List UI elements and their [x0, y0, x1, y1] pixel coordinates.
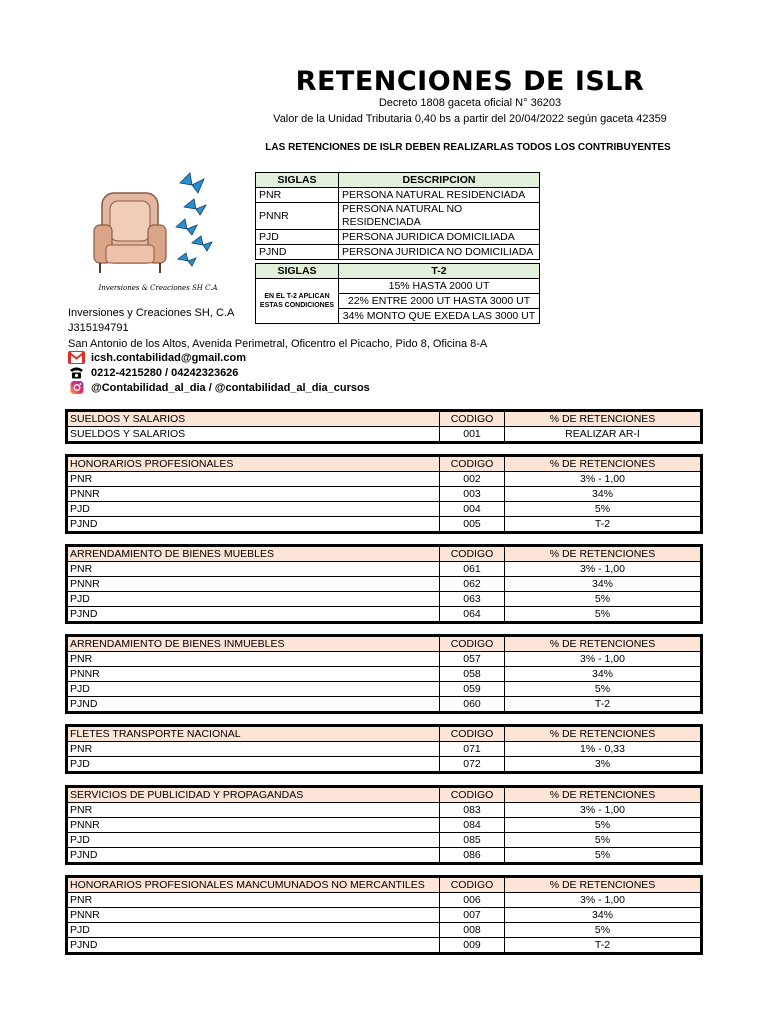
section-arrendamiento-muebles: [65, 544, 703, 624]
codigo-header: CODIGO: [440, 412, 505, 427]
company-logo: [92, 165, 222, 300]
type-cell: PJND: [68, 848, 440, 863]
type-cell: SUELDOS Y SALARIOS: [68, 427, 440, 442]
type-cell: PNR: [68, 803, 440, 818]
code-cell: 083: [440, 803, 505, 818]
pct-cell: 3%: [505, 757, 701, 772]
table-row: [68, 742, 701, 757]
pct-cell: 34%: [505, 908, 701, 923]
code-cell: 064: [440, 607, 505, 622]
code-cell: 059: [440, 682, 505, 697]
type-cell: PNNR: [68, 908, 440, 923]
pct-cell: REALIZAR AR-I: [505, 427, 701, 442]
table-row: [68, 757, 701, 772]
logo-caption: Inversiones & Creaciones SH C.A: [98, 284, 218, 292]
retencion-header: % DE RETENCIONES: [505, 878, 701, 893]
code-cell: 007: [440, 908, 505, 923]
retencion-header: % DE RETENCIONES: [505, 637, 701, 652]
section-arrendamiento-inmuebles: [65, 634, 703, 714]
retencion-header: % DE RETENCIONES: [505, 457, 701, 472]
section-header-row: [68, 547, 701, 562]
pct-cell: 3% - 1,00: [505, 472, 701, 487]
t2-header: T-2: [339, 264, 540, 279]
company-name: Inversiones y Creaciones SH, C.A: [68, 307, 235, 319]
table-row: [256, 230, 540, 245]
section-title: HONORARIOS PROFESIONALES MANCUMUNADOS NO MERCANTILES: [68, 878, 440, 893]
pct-cell: 34%: [505, 487, 701, 502]
pct-cell: 34%: [505, 667, 701, 682]
type-cell: PNNR: [68, 487, 440, 502]
t2-condition-cell: 15% HASTA 2000 UT: [339, 279, 540, 294]
pct-cell: T-2: [505, 697, 701, 712]
siglas-header: SIGLAS: [256, 264, 339, 279]
section-publicidad: [65, 785, 703, 865]
type-cell: PJD: [68, 757, 440, 772]
sigla-cell: PNR: [256, 188, 339, 203]
section-header-row: [68, 457, 701, 472]
t2-table: [255, 263, 540, 324]
codigo-header: CODIGO: [440, 727, 505, 742]
code-cell: 060: [440, 697, 505, 712]
pct-cell: T-2: [505, 938, 701, 953]
table-row: [256, 188, 540, 203]
pct-cell: 3% - 1,00: [505, 652, 701, 667]
description-cell: PERSONA JURIDICA DOMICILIADA: [339, 230, 540, 245]
type-cell: PJD: [68, 923, 440, 938]
t2-condition-cell: 22% ENTRE 2000 UT HASTA 3000 UT: [339, 294, 540, 309]
instagram-text[interactable]: @Contabilidad_al_dia / @contabilidad_al_dia_cursos: [91, 381, 370, 394]
type-cell: PNNR: [68, 818, 440, 833]
type-cell: PJD: [68, 833, 440, 848]
ut-value-line: Valor de la Unidad Tributaria 0,40 bs a partir del 20/04/2022 según gaceta 42359: [273, 113, 667, 125]
table-row: [68, 562, 701, 577]
table-row: [68, 938, 701, 953]
description-cell: PERSONA NATURAL NO RESIDENCIADA: [339, 203, 540, 230]
codigo-header: CODIGO: [440, 878, 505, 893]
table-row: [68, 487, 701, 502]
section-title: SUELDOS Y SALARIOS: [68, 412, 440, 427]
instagram-icon: [68, 381, 85, 394]
code-cell: 061: [440, 562, 505, 577]
phone-text[interactable]: 0212-4215280 / 04242323626: [91, 366, 239, 379]
code-cell: 071: [440, 742, 505, 757]
code-cell: 072: [440, 757, 505, 772]
table-row: [68, 803, 701, 818]
type-cell: PNNR: [68, 667, 440, 682]
code-cell: 063: [440, 592, 505, 607]
type-cell: PJND: [68, 938, 440, 953]
table-row: [68, 682, 701, 697]
type-cell: PJND: [68, 517, 440, 532]
section-header-row: [68, 788, 701, 803]
pct-cell: 5%: [505, 682, 701, 697]
table-row: [68, 667, 701, 682]
phone-icon: [68, 366, 85, 379]
code-cell: 084: [440, 818, 505, 833]
table-row: [68, 848, 701, 863]
email-text[interactable]: icsh.contabilidad@gmail.com: [91, 351, 246, 364]
butterfly-icon: [176, 173, 212, 266]
pct-cell: 1% - 0,33: [505, 742, 701, 757]
descripcion-header: DESCRIPCION: [339, 173, 540, 188]
sigla-cell: PNNR: [256, 203, 339, 230]
section-honorarios-mancomunados: [65, 875, 703, 955]
table-row: [68, 818, 701, 833]
table-row: [68, 697, 701, 712]
type-cell: PJD: [68, 592, 440, 607]
code-cell: 008: [440, 923, 505, 938]
section-title: FLETES TRANSPORTE NACIONAL: [68, 727, 440, 742]
section-header-row: [68, 727, 701, 742]
type-cell: PNR: [68, 652, 440, 667]
table-row: [68, 607, 701, 622]
table-row: [68, 427, 701, 442]
code-cell: 085: [440, 833, 505, 848]
pct-cell: 3% - 1,00: [505, 562, 701, 577]
code-cell: 003: [440, 487, 505, 502]
codigo-header: CODIGO: [440, 457, 505, 472]
table-row: [68, 517, 701, 532]
section-title: HONORARIOS PROFESIONALES: [68, 457, 440, 472]
table-row: [68, 908, 701, 923]
section-title: SERVICIOS DE PUBLICIDAD Y PROPAGANDAS: [68, 788, 440, 803]
code-cell: 009: [440, 938, 505, 953]
codigo-header: CODIGO: [440, 788, 505, 803]
table-row: [256, 203, 540, 230]
type-cell: PNR: [68, 562, 440, 577]
description-cell: PERSONA JURIDICA NO DOMICILIADA: [339, 245, 540, 260]
retencion-header: % DE RETENCIONES: [505, 547, 701, 562]
section-title: ARRENDAMIENTO DE BIENES MUEBLES: [68, 547, 440, 562]
table-row: [68, 652, 701, 667]
email-line: [68, 351, 246, 364]
page-title: RETENCIONES DE ISLR: [295, 66, 645, 97]
code-cell: 057: [440, 652, 505, 667]
code-cell: 004: [440, 502, 505, 517]
company-rif: J315194791: [68, 322, 129, 334]
notice-line: LAS RETENCIONES DE ISLR DEBEN REALIZARLAS TODOS LOS CONTRIBUYENTES: [265, 142, 671, 153]
codigo-header: CODIGO: [440, 547, 505, 562]
section-header-row: [68, 637, 701, 652]
phone-line: [68, 366, 238, 379]
pct-cell: 5%: [505, 502, 701, 517]
sigla-cell: PJND: [256, 245, 339, 260]
table-row: [68, 893, 701, 908]
type-cell: PNR: [68, 472, 440, 487]
type-cell: PNR: [68, 742, 440, 757]
type-cell: PNR: [68, 893, 440, 908]
pct-cell: 5%: [505, 818, 701, 833]
t2-condition-cell: 34% MONTO QUE EXEDA LAS 3000 UT: [339, 309, 540, 324]
pct-cell: 5%: [505, 833, 701, 848]
instagram-line: [68, 381, 370, 394]
table-row: [68, 923, 701, 938]
section-sueldos: [65, 409, 703, 444]
table-row: [256, 245, 540, 260]
type-cell: PNNR: [68, 577, 440, 592]
table-row: [256, 279, 540, 294]
gmail-icon: [68, 351, 85, 364]
section-honorarios: [65, 454, 703, 534]
siglas-table: [255, 172, 540, 260]
pct-cell: 5%: [505, 592, 701, 607]
type-cell: PJND: [68, 607, 440, 622]
code-cell: 006: [440, 893, 505, 908]
table-row: [68, 833, 701, 848]
code-cell: 058: [440, 667, 505, 682]
siglas-header: SIGLAS: [256, 173, 339, 188]
section-header-row: [68, 412, 701, 427]
t2-condition-label: EN EL T-2 APLICAN ESTAS CONDICIONES: [256, 279, 339, 324]
table-row: [68, 472, 701, 487]
type-cell: PJND: [68, 697, 440, 712]
pct-cell: 34%: [505, 577, 701, 592]
pct-cell: T-2: [505, 517, 701, 532]
pct-cell: 5%: [505, 607, 701, 622]
retencion-header: % DE RETENCIONES: [505, 727, 701, 742]
pct-cell: 3% - 1,00: [505, 803, 701, 818]
company-address: San Antonio de los Altos, Avenida Perimetral, Oficentro el Picacho, Pido 8, Oficina 8-A: [68, 338, 488, 350]
table-row: [68, 502, 701, 517]
section-title: ARRENDAMIENTO DE BIENES INMUEBLES: [68, 637, 440, 652]
pct-cell: 5%: [505, 923, 701, 938]
code-cell: 086: [440, 848, 505, 863]
code-cell: 002: [440, 472, 505, 487]
retencion-header: % DE RETENCIONES: [505, 788, 701, 803]
pct-cell: 5%: [505, 848, 701, 863]
decree-line: Decreto 1808 gaceta oficial N° 36203: [378, 97, 562, 109]
description-cell: PERSONA NATURAL RESIDENCIADA: [339, 188, 540, 203]
code-cell: 001: [440, 427, 505, 442]
section-fletes: [65, 724, 703, 774]
code-cell: 005: [440, 517, 505, 532]
code-cell: 062: [440, 577, 505, 592]
table-row: [68, 592, 701, 607]
sigla-cell: PJD: [256, 230, 339, 245]
table-row: [68, 577, 701, 592]
retencion-header: % DE RETENCIONES: [505, 412, 701, 427]
section-header-row: [68, 878, 701, 893]
codigo-header: CODIGO: [440, 637, 505, 652]
type-cell: PJD: [68, 682, 440, 697]
type-cell: PJD: [68, 502, 440, 517]
chair-icon: [94, 193, 166, 273]
pct-cell: 3% - 1,00: [505, 893, 701, 908]
